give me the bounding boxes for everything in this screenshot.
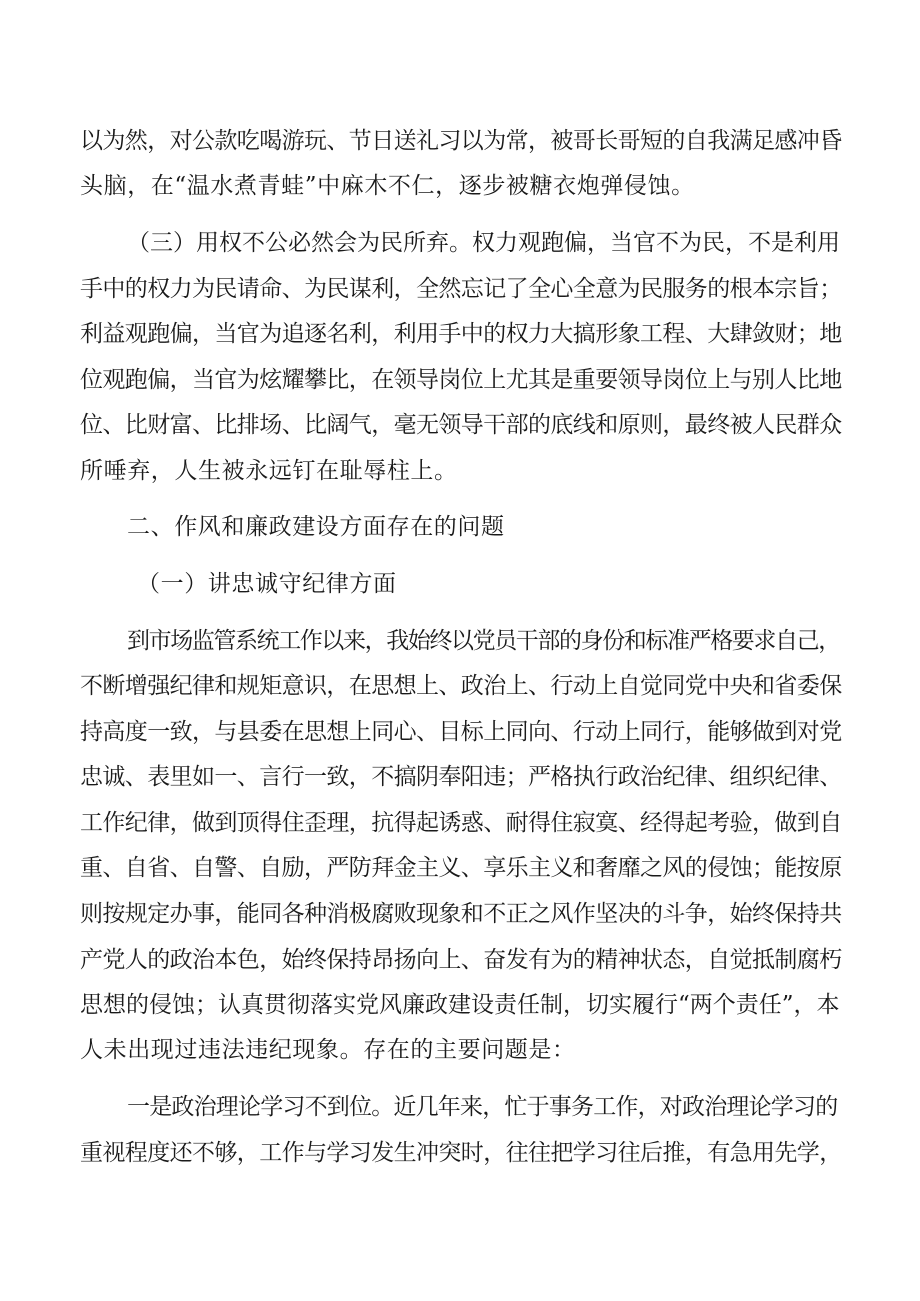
- text-line: 人未出现过违法违纪现象。存在的主要问题是：: [80, 1037, 576, 1063]
- chapter-heading: 二、作风和廉政建设方面存在的问题: [127, 514, 505, 540]
- text-line: 到市场监管系统工作以来，我始终以党员干部的身份和标准严格要求自己，: [127, 628, 840, 654]
- text-line: 位观跑偏，当官为炫耀攀比，在领导岗位上尤其是重要领导岗位上与别人比地: [80, 367, 842, 393]
- text-line: 一是政治理论学习不到位。近几年来，忙于事务工作，对政治理论学习的: [127, 1094, 838, 1120]
- text-line: 思想的侵蚀；认真贯彻落实党风廉政建设责任制，切实履行“两个责任”，本: [80, 992, 840, 1018]
- text-line: 重视程度还不够，工作与学习发生冲突时，往往把学习往后推，有急用先学，: [80, 1140, 842, 1166]
- text-line: 位、比财富、比排场、比阔气，毫无领导干部的底线和原则，最终被人民群众: [80, 412, 842, 438]
- text-line: 所唾弃，人生被永远钉在耻辱柱上。: [80, 458, 458, 484]
- text-line: 工作纪律，做到顶得住歪理，抗得起诱惑、耐得住寂寞、经得起考验，做到自: [80, 810, 842, 836]
- text-line: 忠诚、表里如一、言行一致，不搞阴奉阳违；严格执行政治纪律、组织纪律、: [80, 764, 842, 790]
- text-line: 则按规定办事，能同各种消极腐败现象和不正之风作坚决的斗争，始终保持共: [80, 901, 842, 927]
- text-line: 利益观跑偏，当官为追逐名利，利用手中的权力大搞形象工程、大肆敛财；地: [80, 321, 842, 347]
- text-line: 手中的权力为民请命、为民谋利，全然忘记了全心全意为民服务的根本宗旨；: [80, 276, 842, 302]
- section-heading: （三）用权不公必然会为民所弃。权力观跑偏，当官不为民，不是利用: [127, 230, 840, 256]
- text-line: 产党人的政治本色，始终保持昂扬向上、奋发有为的精神状态，自觉抵制腐朽: [80, 947, 842, 973]
- text-line: 以为然，对公款吃喝游玩、节日送礼习以为常，被哥长哥短的自我满足感冲昏: [80, 128, 842, 154]
- text-line: 重、自省、自警、自励，严防拜金主义、享乐主义和奢靡之风的侵蚀；能按原: [80, 855, 842, 881]
- subsection-heading: （一）讲忠诚守纪律方面: [137, 571, 397, 597]
- text-line: 不断增强纪律和规矩意识，在思想上、政治上、行动上自觉同党中央和省委保: [80, 673, 842, 699]
- text-line: 持高度一致，与县委在思想上同心、目标上同向、行动上同行，能够做到对党: [80, 719, 842, 745]
- text-line: 头脑，在“温水煮青蛙”中麻木不仁，逐步被糖衣炮弹侵蚀。: [80, 173, 695, 199]
